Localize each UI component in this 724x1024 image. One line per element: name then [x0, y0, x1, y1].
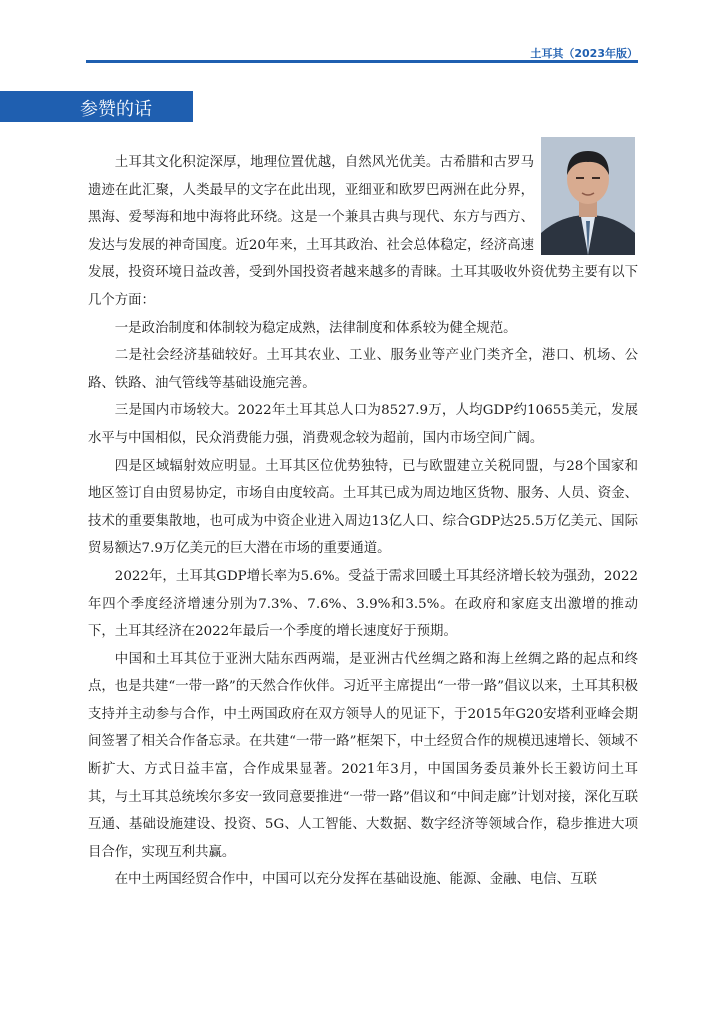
- paragraph-intro: 土耳其文化积淀深厚，地理位置优越，自然风光优美。古希腊和古罗马遗迹在此汇聚，人类最早的文字在此出现，亚细亚和欧罗巴两洲在此分界，黑海、爱琴海和地中海将此环绕。这是一个兼具古典与现代、东方与西方、发达与发展的神奇国度。近20年来，土耳其政治、社会总体稳定，经济高速发展，投资环境日益改善，受到外国投资者越来越多的青睐。土耳其吸收外资优势主要有以下几个方面：: [88, 149, 638, 315]
- paragraph-advantage-3: 三是国内市场较大。2022年土耳其总人口为8527.9万，人均GDP约10655美元，发展水平与中国相似，民众消费能力强，消费观念较为超前，国内市场空间广阔。: [88, 403, 638, 446]
- portrait-wrap-spacer: [534, 149, 638, 259]
- paragraph-gdp-growth: 2022年，土耳其GDP增长率为5.6%。受益于需求回暖土耳其经济增长较为强劲，2022年四个季度经济增速分别为7.3%、7.6%、3.9%和3.5%。在政府和家庭支出激增的推动下，土耳其经济在2022年最后一个季度的增长速度好于预期。: [88, 568, 638, 640]
- article-body: [88, 149, 638, 894]
- paragraph-cooperation: 在中土两国经贸合作中，中国可以充分发挥在基础设施、能源、金融、电信、互联: [114, 872, 597, 888]
- paragraph-belt-and-road: 中国和土耳其位于亚洲大陆东西两端，是亚洲古代丝绸之路和海上丝绸之路的起点和终点，也是共建“一带一路”的天然合作伙伴。习近平主席提出“一带一路”倡议以来，土耳其积极支持并主动参与合作，中土两国政府在双方领导人的见证下，于2015年G20安塔利亚峰会期间签署了相关合作备忘录。在共建“一带一路”框架下，中土经贸合作的规模迅速增长、领域不断扩大、方式日益丰富，合作成果显著。2021年3月，中国国务委员兼外长王毅访问土耳其，与土耳其总统埃尔多安一致同意要推进“一带一路”倡议和“中间走廊”计划对接，深化互联互通、基础设施建设、投资、5G、人工智能、大数据、数字经济等领域合作，稳步推进大项目合作，实现互利共赢。: [88, 651, 638, 860]
- running-header: 土耳其（2023年版）: [530, 47, 638, 60]
- paragraph-advantage-4: 四是区域辐射效应明显。土耳其区位优势独特，已与欧盟建立关税同盟，与28个国家和地区签订自由贸易协定，市场自由度较高。土耳其已成为周边地区货物、服务、人员、资金、技术的重要集散地，也可成为中资企业进入周边13亿人口、综合GDP达25.5万亿美元、国际贸易额达7.9万亿美元的巨大潜在市场的重要通道。: [88, 458, 638, 557]
- section-banner: [0, 91, 193, 122]
- paragraph-advantage-2: 二是社会经济基础较好。土耳其农业、工业、服务业等产业门类齐全，港口、机场、公路、铁路、油气管线等基础设施完善。: [88, 348, 638, 391]
- section-title: 参赞的话: [80, 99, 152, 120]
- paragraph-advantage-1: 一是政治制度和体制较为稳定成熟，法律制度和体系较为健全规范。: [114, 320, 517, 336]
- header-divider: [86, 60, 638, 63]
